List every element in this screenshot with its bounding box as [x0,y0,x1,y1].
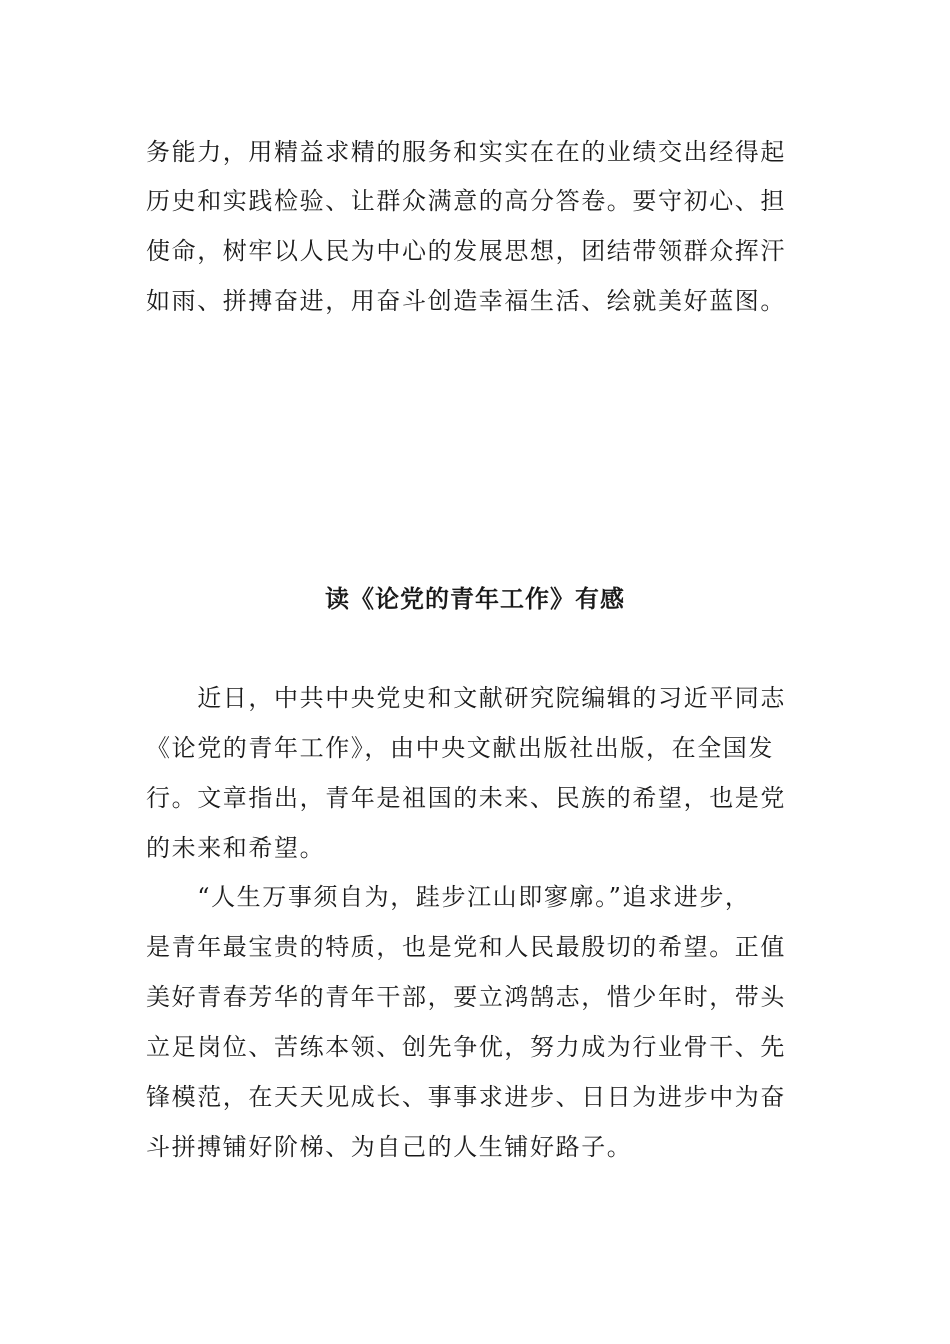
article-title: 读《论党的青年工作》有感 [325,584,625,613]
intro-line-1: 务能力，用精益求精的服务和实实在在的业绩交出经得起 [146,138,786,166]
intro-line-2: 历史和实践检验、让群众满意的高分答卷。要守初心、担 [146,187,786,215]
paragraph2-line-6: 斗拼搏铺好阶梯、为自己的人生铺好路子。 [146,1133,633,1161]
paragraph1-line-3: 行。文章指出，青年是祖国的未来、民族的希望，也是党 [146,784,786,812]
paragraph2-line-4: 立足岗位、苦练本领、创先争优，努力成为行业骨干、先 [146,1033,786,1061]
paragraph2-line-3: 美好青春芳华的青年干部，要立鸿鹄志，惜少年时，带头 [146,983,786,1011]
paragraph2-line-2: 是青年最宝贵的特质，也是党和人民最殷切的希望。正值 [146,933,786,961]
paragraph1-line-1: 近日，中共中央党史和文献研究院编辑的习近平同志 [146,684,786,712]
paragraph1-line-4: 的未来和希望。 [146,834,326,862]
paragraph1-line-2: 《论党的青年工作》，由中央文献出版社出版，在全国发 [146,734,774,762]
intro-line-4: 如雨、拼搏奋进，用奋斗创造幸福生活、绘就美好蓝图。 [146,287,786,315]
paragraph2-line-5: 锋模范，在天天见成长、事事求进步、日日为进步中为奋 [146,1083,786,1111]
intro-line-3: 使命，树牢以人民为中心的发展思想，团结带领群众挥汗 [146,237,786,265]
paragraph2-line-1: “人生万事须自为，跬步江山即寥廓。”追求进步， [146,883,751,911]
